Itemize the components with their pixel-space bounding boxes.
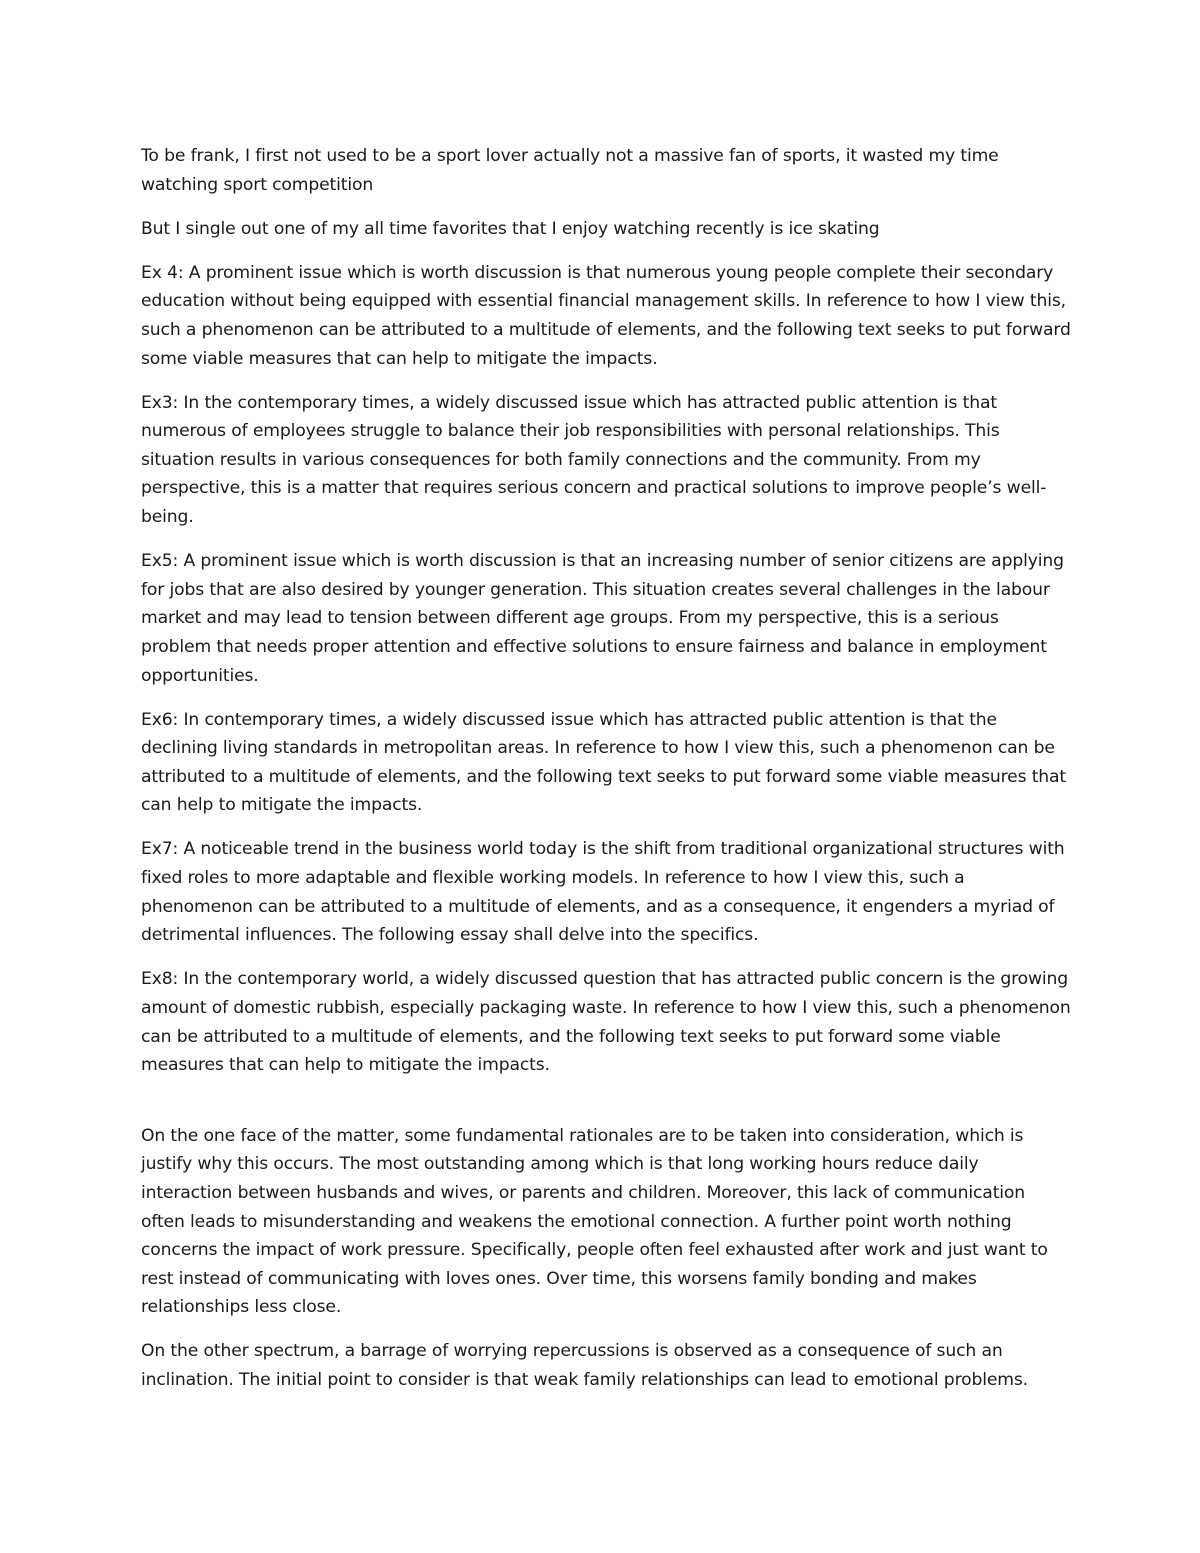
- paragraph-ex3: Ex3: In the contemporary times, a widely discussed issue which has attracted public attention is that numerous of employees struggle to balance their job responsibilities with personal relationships. This situation results in various consequences for both family connections and the community. From my perspective, this is a matter that requires serious concern and practical solutions to improve people’s well-being.: [141, 392, 1047, 528]
- paragraph-ice-skating: But I single out one of my all time favorites that I enjoy watching recently is ice skating: [141, 218, 880, 239]
- paragraph-ex4: Ex 4: A prominent issue which is worth discussion is that numerous young people complete their secondary education without being equipped with essential financial management skills. In reference to how I view this, such a phenomenon can be attributed to a multitude of elements, and the following text seeks to put forward some viable measures that can help to mitigate the impacts.: [141, 262, 1071, 369]
- paragraph-ex7: Ex7: A noticeable trend in the business world today is the shift from traditional organizational structures with fixed roles to more adaptable and flexible working models. In reference to how I view this, such a phenomenon can be attributed to a multitude of elements, and as a consequence, it engenders a myriad of detrimental influences. The following essay shall delve into the specifics.: [141, 839, 1065, 946]
- document-body: [141, 142, 1071, 1410]
- paragraph-body-two: On the other spectrum, a barrage of worrying repercussions is observed as a consequence of such an inclination. The initial point to consider is that weak family relationships can lead to emotional problems.: [141, 1341, 1028, 1390]
- paragraph-ex5: Ex5: A prominent issue which is worth discussion is that an increasing number of senior citizens are applying for jobs that are also desired by younger generation. This situation creates several challenges in the labour market and may lead to tension between different age groups. From my perspective, this is a serious problem that needs proper attention and effective solutions to ensure fairness and balance in employment opportunities.: [141, 551, 1064, 686]
- paragraph-intro-sports: To be frank, I first not used to be a sport lover actually not a massive fan of sports, it wasted my time watching sport competition: [141, 146, 999, 195]
- paragraph-body-one: On the one face of the matter, some fundamental rationales are to be taken into consideration, which is justify why this occurs. The most outstanding among which is that long working hours reduce daily interaction between husbands and wives, or parents and children. Moreover, this lack of communication often leads to misunderstanding and weakens the emotional connection. A further point worth nothing concerns the impact of work pressure. Specifically, people often feel exhausted after work and just want to rest instead of communicating with loves ones. Over time, this worsens family bonding and makes relationships less close.: [141, 1125, 1048, 1318]
- paragraph-ex6: Ex6: In contemporary times, a widely discussed issue which has attracted public attention is that the declining living standards in metropolitan areas. In reference to how I view this, such a phenomenon can be attributed to a multitude of elements, and the following text seeks to put forward some viable measures that can help to mitigate the impacts.: [141, 709, 1067, 816]
- paragraph-ex8: Ex8: In the contemporary world, a widely discussed question that has attracted public concern is the growing amount of domestic rubbish, especially packaging waste. In reference to how I view this, such a phenomenon can be attributed to a multitude of elements, and the following text seeks to put forward some viable measures that can help to mitigate the impacts.: [141, 969, 1071, 1076]
